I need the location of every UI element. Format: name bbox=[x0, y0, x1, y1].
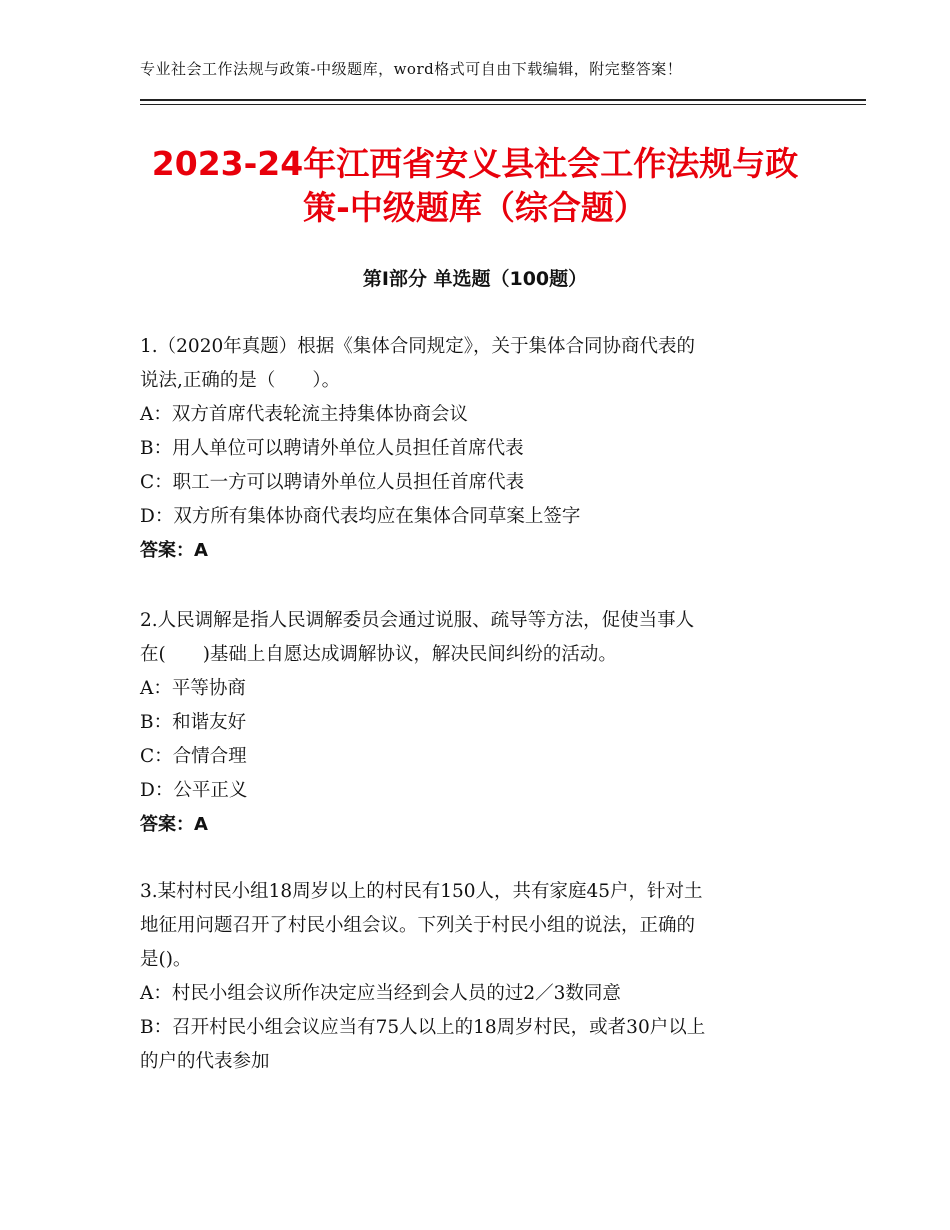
document-title bbox=[100, 142, 850, 230]
answer-line: 答案：A bbox=[140, 540, 208, 561]
title-line-2: 策-中级题库（综合题） bbox=[303, 188, 647, 227]
option-c: C：合情合理 bbox=[140, 746, 247, 767]
question-stem-line: 是()。 bbox=[140, 949, 192, 970]
question-stem-line: 3.某村村民小组18周岁以上的村民有150人，共有家庭45户，针对土 bbox=[140, 881, 703, 902]
option-a: A：平等协商 bbox=[140, 678, 246, 699]
question-2 bbox=[140, 604, 820, 842]
header-note: 专业社会工作法规与政策-中级题库，word格式可自由下载编辑，附完整答案！ bbox=[140, 60, 683, 78]
question-stem-line: 1.（2020年真题）根据《集体合同规定》，关于集体合同协商代表的 bbox=[140, 336, 695, 357]
question-1 bbox=[140, 330, 820, 568]
header-rule-thin bbox=[140, 104, 866, 105]
title-line-1: 2023-24年江西省安义县社会工作法规与政 bbox=[151, 144, 799, 183]
option-b-continued: 的户的代表参加 bbox=[140, 1051, 270, 1072]
header-rule-thick bbox=[140, 99, 866, 101]
section-heading: 第Ⅰ部分 单选题（100题） bbox=[362, 268, 588, 290]
question-stem-line: 地征用问题召开了村民小组会议。下列关于村民小组的说法，正确的 bbox=[140, 915, 696, 936]
option-b: B：召开村民小组会议应当有75人以上的18周岁村民，或者30户以上 bbox=[140, 1017, 706, 1038]
question-stem-line: 2.人民调解是指人民调解委员会通过说服、疏导等方法，促使当事人 bbox=[140, 610, 695, 631]
option-c: C：职工一方可以聘请外单位人员担任首席代表 bbox=[140, 472, 525, 493]
answer-line: 答案：A bbox=[140, 814, 208, 835]
option-a: A：村民小组会议所作决定应当经到会人员的过2／3数同意 bbox=[140, 983, 621, 1004]
option-b: B：和谐友好 bbox=[140, 712, 247, 733]
question-stem-line: 在( )基础上自愿达成调解协议，解决民间纠纷的活动。 bbox=[140, 644, 617, 665]
question-stem-line: 说法,正确的是（ ）。 bbox=[140, 370, 341, 391]
option-b: B：用人单位可以聘请外单位人员担任首席代表 bbox=[140, 438, 524, 459]
option-d: D：公平正义 bbox=[140, 780, 248, 801]
option-d: D：双方所有集体协商代表均应在集体合同草案上签字 bbox=[140, 506, 581, 527]
question-3 bbox=[140, 875, 820, 1079]
option-a: A：双方首席代表轮流主持集体协商会议 bbox=[140, 404, 468, 425]
